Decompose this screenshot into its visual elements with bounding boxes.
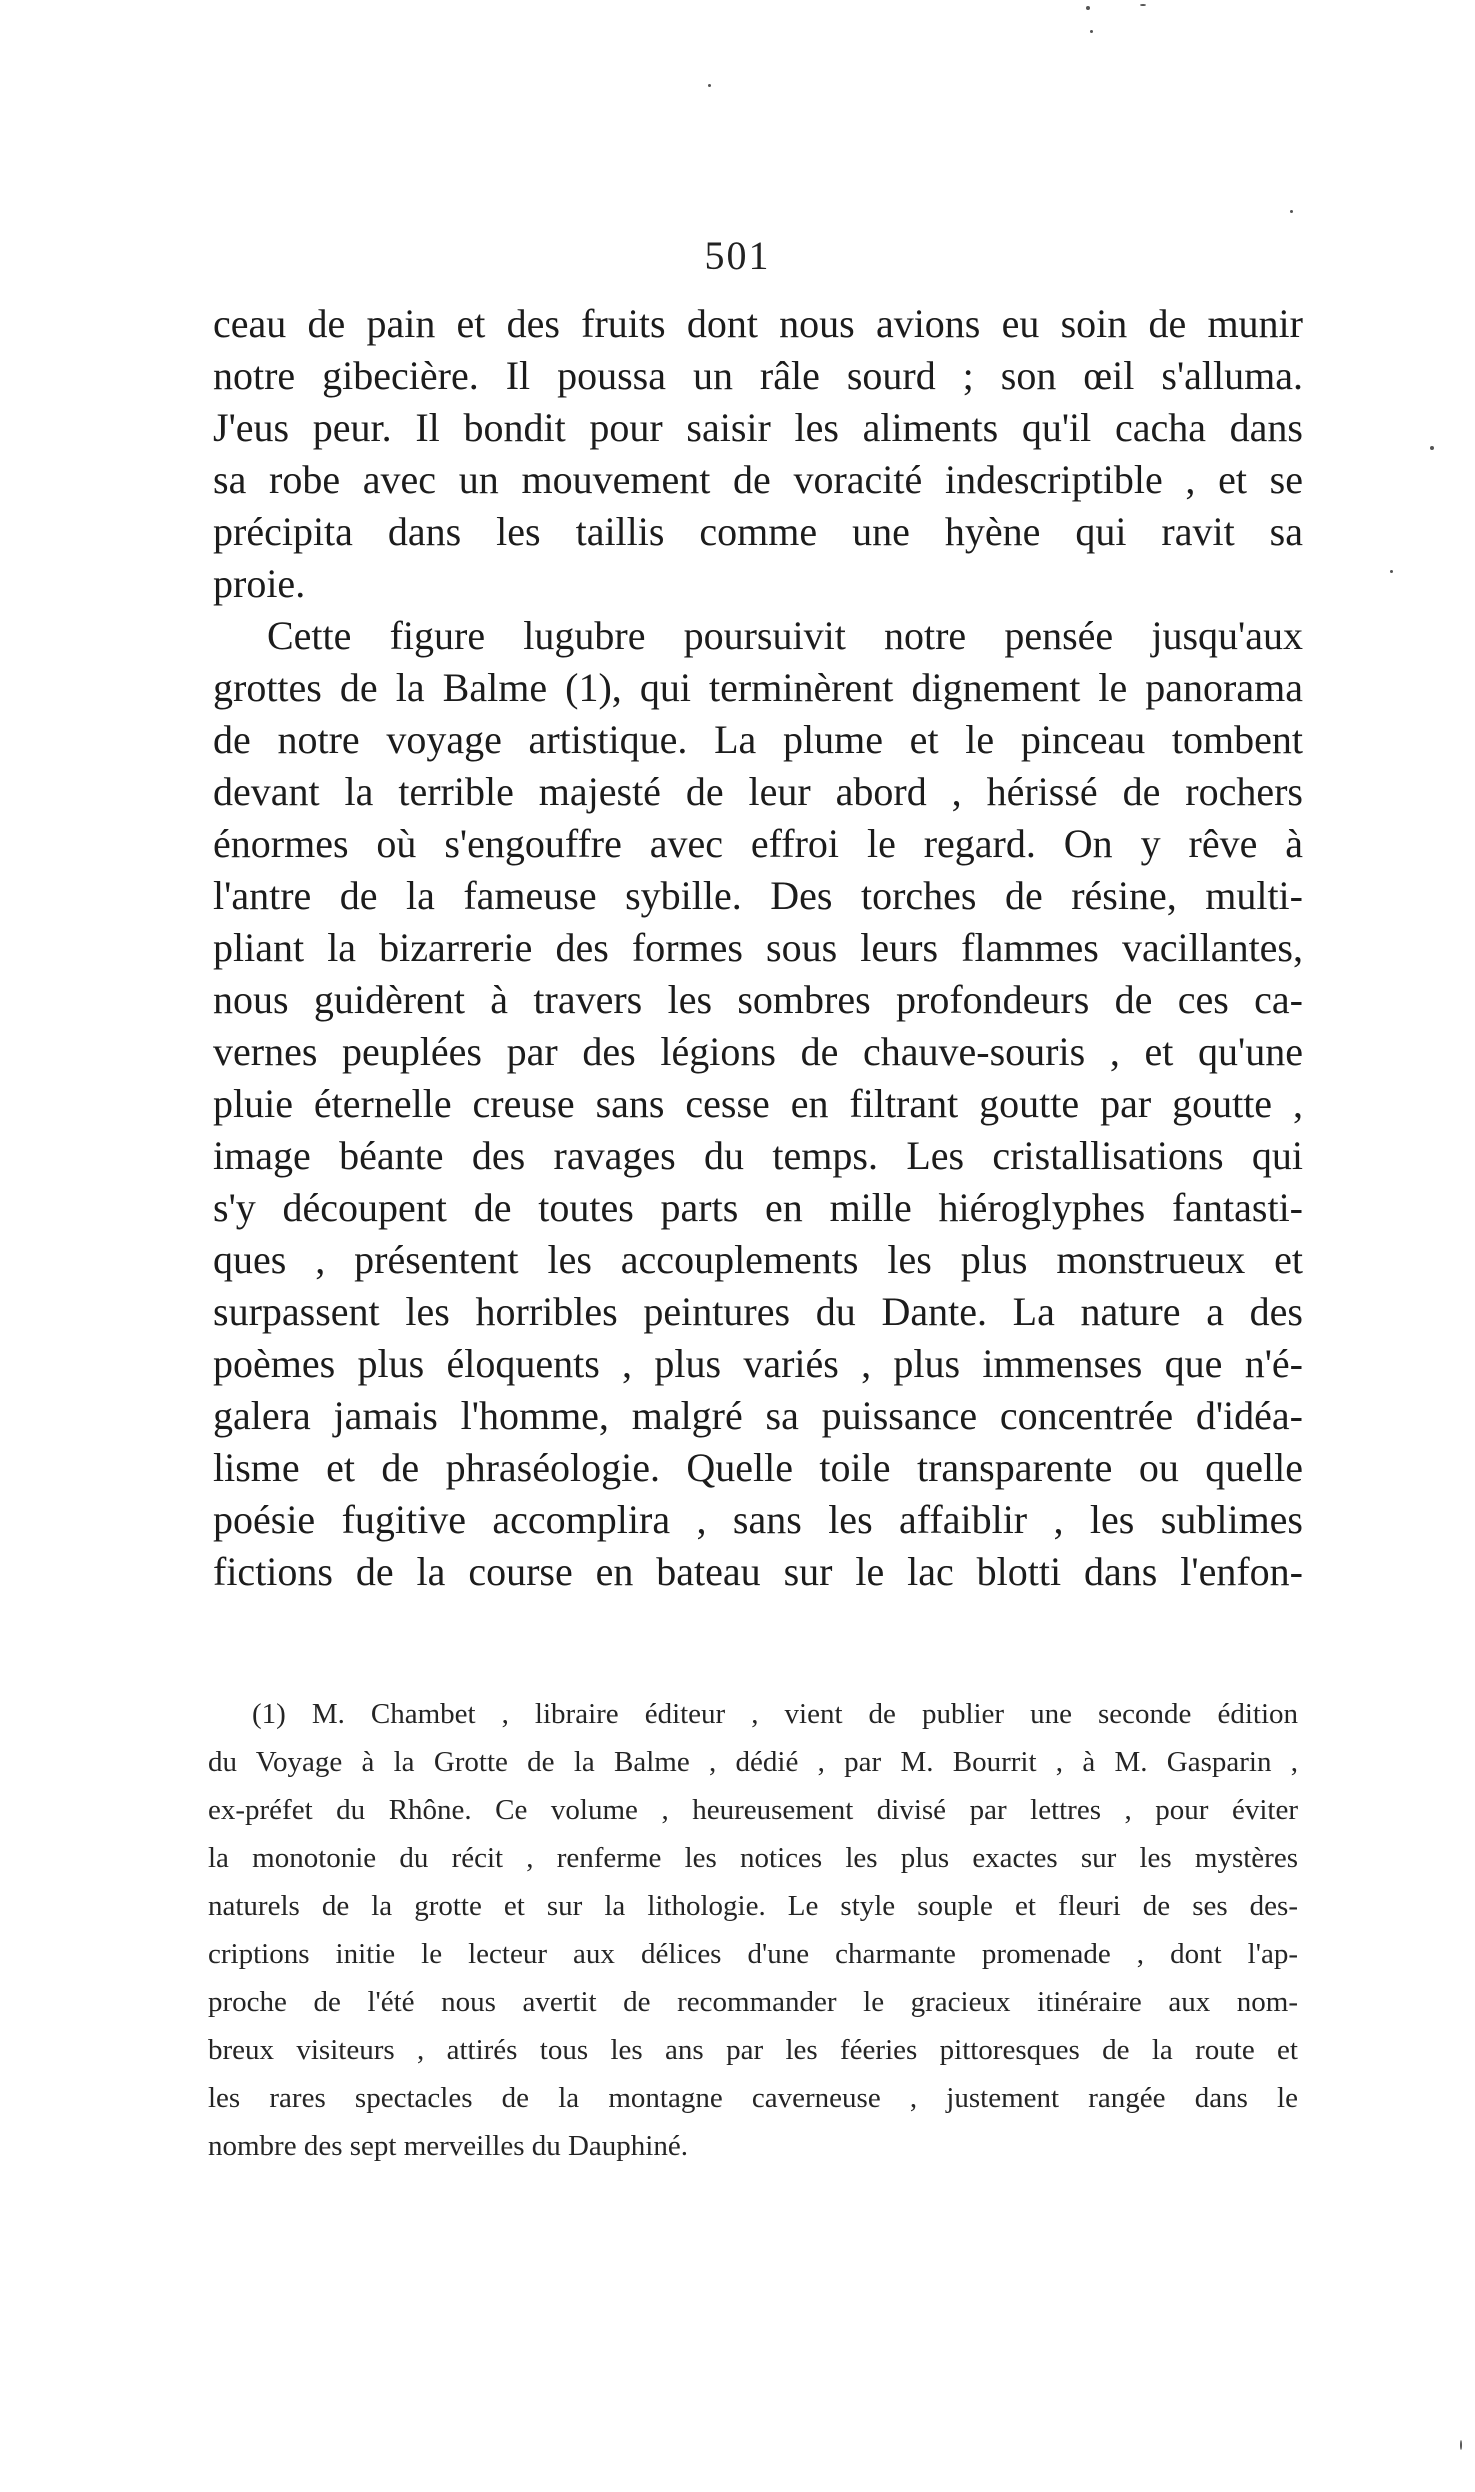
footnote-line: (1) M. Chambet , libraire éditeur , vient de publier une seconde édition — [252, 1698, 1298, 1730]
footnote-line: nombre des sept merveilles du Dauphiné. — [208, 2130, 688, 2162]
body-line: précipita dans les taillis comme une hyène qui ravit sa — [213, 509, 1303, 554]
scan-speck — [1460, 2440, 1462, 2450]
footnote — [208, 1690, 1298, 2170]
scan-speck — [1090, 30, 1093, 33]
body-line: galera jamais l'homme, malgré sa puissance concentrée d'idéa- — [213, 1393, 1303, 1438]
footnote-line: breux visiteurs , attirés tous les ans par les féeries pittoresques de la route et — [208, 2034, 1298, 2066]
body-line: s'y découpent de toutes parts en mille hiéroglyphes fantasti- — [213, 1185, 1303, 1230]
body-line: ques , présentent les accouplements les plus monstrueux et — [213, 1237, 1303, 1282]
footnote-line: du Voyage à la Grotte de la Balme , dédié , par M. Bourrit , à M. Gasparin , — [208, 1746, 1298, 1778]
body-line: pliant la bizarrerie des formes sous leurs flammes vacillantes, — [213, 925, 1303, 970]
page-number: 501 — [704, 233, 771, 278]
footnote-line: criptions initie le lecteur aux délices d'une charmante promenade , dont l'ap- — [208, 1938, 1298, 1970]
footnote-line: ex-préfet du Rhône. Ce volume , heureusement divisé par lettres , pour éviter — [208, 1794, 1298, 1826]
body-line: surpassent les horribles peintures du Dante. La nature a des — [213, 1289, 1303, 1334]
scan-speck — [1086, 6, 1090, 10]
body-line: poèmes plus éloquents , plus variés , plus immenses que n'é- — [213, 1341, 1303, 1386]
body-line: Cette figure lugubre poursuivit notre pensée jusqu'aux — [267, 613, 1303, 658]
body-line: J'eus peur. Il bondit pour saisir les aliments qu'il cacha dans — [213, 405, 1303, 450]
scan-speck — [1290, 210, 1293, 213]
body-line: sa robe avec un mouvement de voracité indescriptible , et se — [213, 457, 1303, 502]
body-line: l'antre de la fameuse sybille. Des torches de résine, multi- — [213, 873, 1303, 918]
body-line: proie. — [213, 561, 306, 606]
footnote-line: naturels de la grotte et sur la lithologie. Le style souple et fleuri de ses des- — [208, 1890, 1298, 1922]
body-line: grottes de la Balme (1), qui terminèrent dignement le panorama — [213, 665, 1303, 710]
scan-speck — [708, 84, 711, 87]
body-line: image béante des ravages du temps. Les cristallisations qui — [213, 1133, 1303, 1178]
body-line: de notre voyage artistique. La plume et le pinceau tombent — [213, 717, 1303, 762]
body-line: pluie éternelle creuse sans cesse en filtrant goutte par goutte , — [213, 1081, 1303, 1126]
footnote-line: les rares spectacles de la montagne caverneuse , justement rangée dans le — [208, 2082, 1298, 2114]
footnote-line: la monotonie du récit , renferme les notices les plus exactes sur les mystères — [208, 1842, 1298, 1874]
scan-speck — [1430, 446, 1434, 450]
body-line: vernes peuplées par des légions de chauve-souris , et qu'une — [213, 1029, 1303, 1074]
body-line: énormes où s'engouffre avec effroi le regard. On y rêve à — [213, 821, 1303, 866]
body-line: poésie fugitive accomplira , sans les affaiblir , les sublimes — [213, 1497, 1303, 1542]
body-line: nous guidèrent à travers les sombres profondeurs de ces ca- — [213, 977, 1303, 1022]
scan-speck — [1140, 4, 1146, 6]
body-line: fictions de la course en bateau sur le lac blotti dans l'enfon- — [213, 1549, 1303, 1594]
body-line: lisme et de phraséologie. Quelle toile transparente ou quelle — [213, 1445, 1303, 1490]
body-line: devant la terrible majesté de leur abord , hérissé de rochers — [213, 769, 1303, 814]
body-text — [213, 298, 1303, 1598]
body-line: notre gibecière. Il poussa un râle sourd ; son œil s'alluma. — [213, 353, 1303, 398]
scan-speck — [1390, 570, 1393, 573]
body-line: ceau de pain et des fruits dont nous avions eu soin de munir — [213, 301, 1303, 346]
footnote-line: proche de l'été nous avertit de recommander le gracieux itinéraire aux nom- — [208, 1986, 1298, 2018]
